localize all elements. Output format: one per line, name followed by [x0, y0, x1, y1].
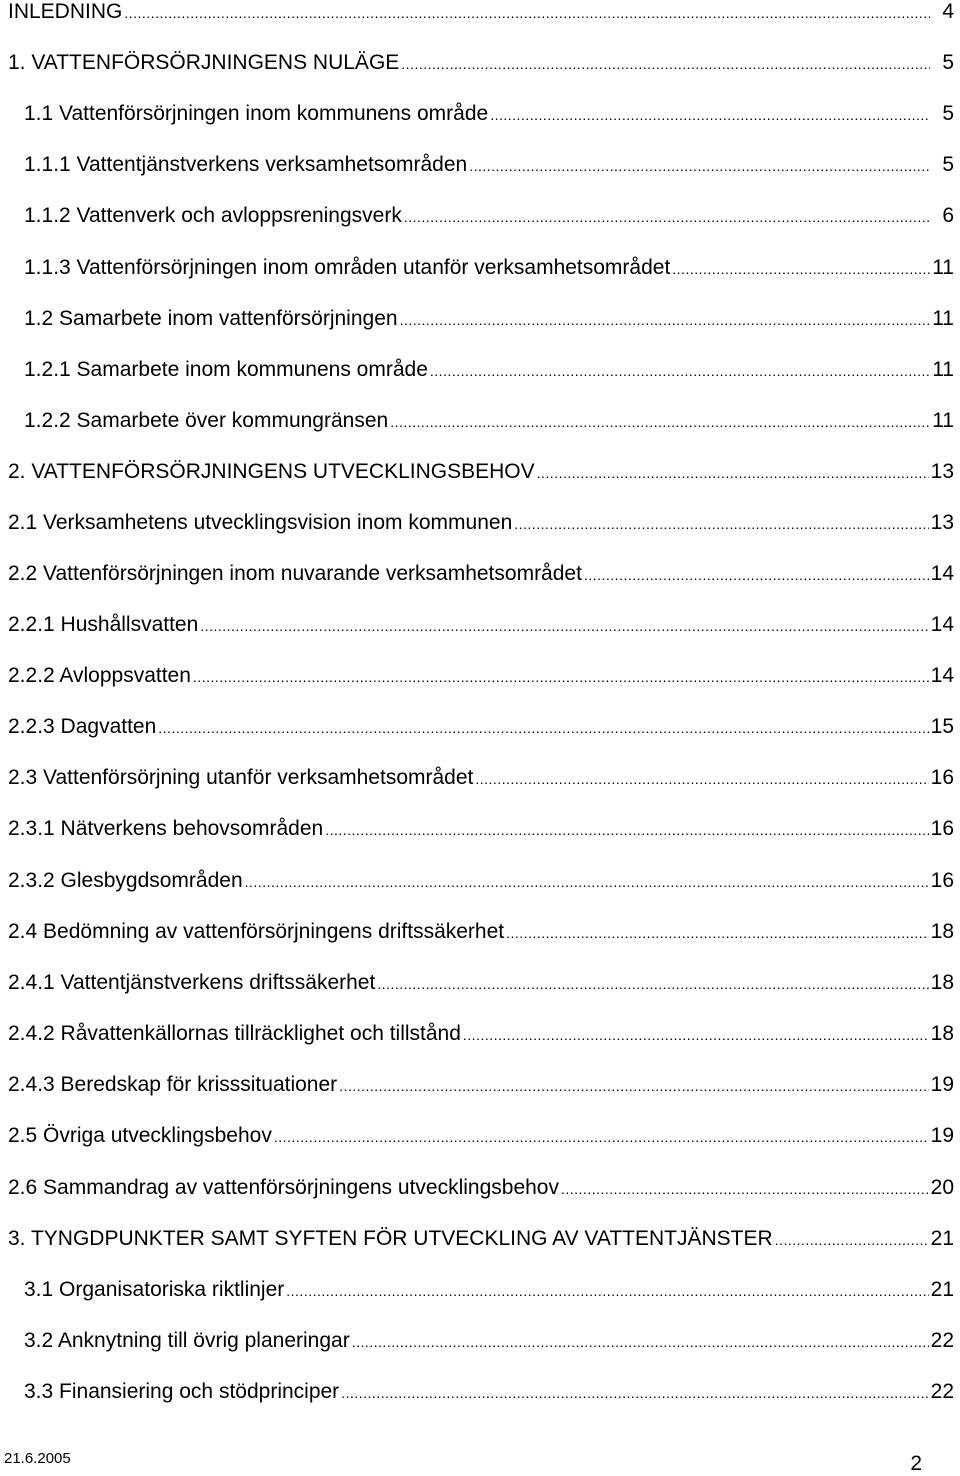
- toc-entry-page: 6: [942, 204, 954, 227]
- dot-leader: [514, 509, 928, 539]
- toc-entry-1-1-1[interactable]: [0, 150, 960, 180]
- toc-entry-2-2[interactable]: [0, 559, 960, 589]
- toc-entry-page: 22: [930, 1380, 954, 1403]
- toc-entry-page: 5: [942, 153, 954, 176]
- dot-leader: [158, 713, 928, 743]
- toc-entry-page: 19: [930, 1073, 954, 1096]
- toc-entry-label: 1.1.3 Vattenförsörjningen inom områden utanför verksamhetsområdet: [24, 256, 671, 279]
- toc-entry-page: 14: [930, 562, 954, 585]
- toc-entry-label: 3.2 Anknytning till övrig planeringar: [24, 1329, 350, 1352]
- toc-entry-page: 5: [942, 102, 954, 125]
- toc-entry-label: 1.1.1 Vattentjänstverkens verksamhetsområden: [24, 153, 468, 176]
- toc-entry-2-2-2[interactable]: [0, 661, 960, 691]
- toc-entry-1-2-1[interactable]: [0, 355, 960, 385]
- toc-entry-label: 2.3.2 Glesbygdsområden: [8, 869, 243, 892]
- toc-entry-page: 11: [932, 307, 954, 330]
- dot-leader: [584, 560, 929, 590]
- toc-entry-2-3-2[interactable]: [0, 866, 960, 896]
- toc-entry-label: 2.1 Verksamhetens utvecklingsvision inom kommunen: [8, 511, 513, 534]
- toc-entry-3-3[interactable]: [0, 1377, 960, 1407]
- toc-entry-page: 18: [930, 971, 954, 994]
- dot-leader: [775, 1225, 929, 1255]
- dot-leader: [490, 100, 930, 130]
- toc-entry-2-2-1[interactable]: [0, 610, 960, 640]
- dot-leader: [274, 1122, 929, 1152]
- toc-entry-label: 3. TYNGDPUNKTER SAMT SYFTEN FÖR UTVECKLING AV VATTENTJÄNSTER: [8, 1227, 773, 1250]
- toc-entry-page: 15: [930, 715, 954, 738]
- dot-leader: [286, 1276, 928, 1306]
- dot-leader: [475, 764, 928, 794]
- dot-leader: [341, 1378, 928, 1408]
- toc-entry-label: 2.4.3 Beredskap för krisssituationer: [8, 1073, 338, 1096]
- toc-entry-label: 2.2 Vattenförsörjningen inom nuvarande verksamhetsområdet: [8, 562, 582, 585]
- dot-leader: [672, 254, 930, 284]
- toc-entry-label: 2. VATTENFÖRSÖRJNINGENS UTVECKLINGSBEHOV: [8, 460, 535, 483]
- toc-entry-1-1-2[interactable]: [0, 201, 960, 231]
- footer-page-number: 2: [910, 1452, 922, 1475]
- toc-entry-page: 18: [930, 1022, 954, 1045]
- toc-entry-label: 1. VATTENFÖRSÖRJNINGENS NULÄGE: [8, 51, 400, 74]
- toc-entry-2-2-3[interactable]: [0, 712, 960, 742]
- toc-entry-page: 18: [930, 920, 954, 943]
- dot-leader: [325, 815, 928, 845]
- footer-date: 21.6.2005: [4, 1450, 71, 1467]
- toc-entry-page: 5: [942, 51, 954, 74]
- dot-leader: [245, 867, 929, 897]
- toc-entry-2-1[interactable]: [0, 508, 960, 538]
- dot-leader: [200, 611, 928, 641]
- toc-entry-label: 2.6 Sammandrag av vattenförsörjningens utvecklingsbehov: [8, 1176, 559, 1199]
- toc-entry-label: 2.3 Vattenförsörjning utanför verksamhetsområdet: [8, 766, 474, 789]
- toc-entry-label: 2.4.2 Råvattenkällornas tillräcklighet och tillstånd: [8, 1022, 461, 1045]
- toc-entry-page: 14: [930, 664, 954, 687]
- dot-leader: [377, 969, 928, 999]
- toc-entry-chapter-2[interactable]: [0, 457, 960, 487]
- toc-entry-page: 16: [930, 766, 954, 789]
- toc-entry-1-2[interactable]: [0, 304, 960, 334]
- toc-entry-page: 11: [932, 256, 954, 279]
- toc-entry-2-3[interactable]: [0, 763, 960, 793]
- dot-leader: [352, 1327, 929, 1357]
- toc-entry-page: 16: [930, 817, 954, 840]
- toc-entry-2-4-1[interactable]: [0, 968, 960, 998]
- dot-leader: [537, 458, 929, 488]
- toc-entry-label: 1.2.1 Samarbete inom kommunens område: [24, 358, 428, 381]
- toc-entry-label: 1.1 Vattenförsörjningen inom kommunens område: [24, 102, 489, 125]
- toc-entry-label: 2.2.3 Dagvatten: [8, 715, 157, 738]
- toc-entry-page: 11: [932, 409, 954, 432]
- toc-entry-label: 1.2 Samarbete inom vattenförsörjningen: [24, 307, 398, 330]
- toc-entry-label: 3.1 Organisatoriska riktlinjer: [24, 1278, 285, 1301]
- toc-entry-2-4[interactable]: [0, 917, 960, 947]
- toc-entry-label: 2.2.2 Avloppsvatten: [8, 664, 191, 687]
- toc-entry-page: 20: [930, 1176, 954, 1199]
- toc-entry-page: 13: [930, 460, 954, 483]
- toc-entry-label: 3.3 Finansiering och stödprinciper: [24, 1380, 340, 1403]
- toc-entry-label: 2.5 Övriga utvecklingsbehov: [8, 1124, 272, 1147]
- dot-leader: [339, 1071, 928, 1101]
- dot-leader: [390, 407, 930, 437]
- dot-leader: [463, 1020, 929, 1050]
- dot-leader: [400, 305, 930, 335]
- toc-entry-chapter-1[interactable]: [0, 48, 960, 78]
- toc-entry-label: INLEDNING: [8, 0, 123, 23]
- toc-entry-page: 11: [932, 358, 954, 381]
- toc-entry-page: 19: [930, 1124, 954, 1147]
- toc-entry-1-1[interactable]: [0, 99, 960, 129]
- toc-entry-2-3-1[interactable]: [0, 814, 960, 844]
- toc-entry-page: 13: [930, 511, 954, 534]
- toc-entry-3-2[interactable]: [0, 1326, 960, 1356]
- dot-leader: [124, 0, 930, 28]
- toc-entry-page: 22: [930, 1329, 954, 1352]
- dot-leader: [404, 202, 930, 232]
- dot-leader: [561, 1174, 929, 1204]
- toc-entry-2-6[interactable]: [0, 1173, 960, 1203]
- toc-entry-3-1[interactable]: [0, 1275, 960, 1305]
- dot-leader: [193, 662, 929, 692]
- toc-entry-label: 1.2.2 Samarbete över kommungränsen: [24, 409, 389, 432]
- dot-leader: [401, 49, 930, 79]
- dot-leader: [469, 151, 930, 181]
- dot-leader: [430, 356, 930, 386]
- toc-entry-page: 4: [942, 0, 954, 23]
- toc-entry-label: 2.2.1 Hushållsvatten: [8, 613, 199, 636]
- toc-entry-label: 1.1.2 Vattenverk och avloppsreningsverk: [24, 204, 402, 227]
- toc-entry-page: 21: [930, 1278, 954, 1301]
- toc-entry-2-4-3[interactable]: [0, 1070, 960, 1100]
- toc-entry-chapter-3[interactable]: [0, 1224, 960, 1254]
- toc-entry-1-2-2[interactable]: [0, 406, 960, 436]
- toc-entry-page: 14: [930, 613, 954, 636]
- toc-entry-label: 2.4 Bedömning av vattenförsörjningens driftssäkerhet: [8, 920, 505, 943]
- toc-entry-2-4-2[interactable]: [0, 1019, 960, 1049]
- toc-entry-page: 16: [930, 869, 954, 892]
- toc-entry-inledning[interactable]: [0, 0, 960, 27]
- toc-entry-label: 2.3.1 Nätverkens behovsområden: [8, 817, 324, 840]
- toc-entry-label: 2.4.1 Vattentjänstverkens driftssäkerhet: [8, 971, 376, 994]
- toc-entry-1-1-3[interactable]: [0, 253, 960, 283]
- dot-leader: [506, 918, 929, 948]
- toc-entry-2-5[interactable]: [0, 1121, 960, 1151]
- toc-entry-page: 21: [930, 1227, 954, 1250]
